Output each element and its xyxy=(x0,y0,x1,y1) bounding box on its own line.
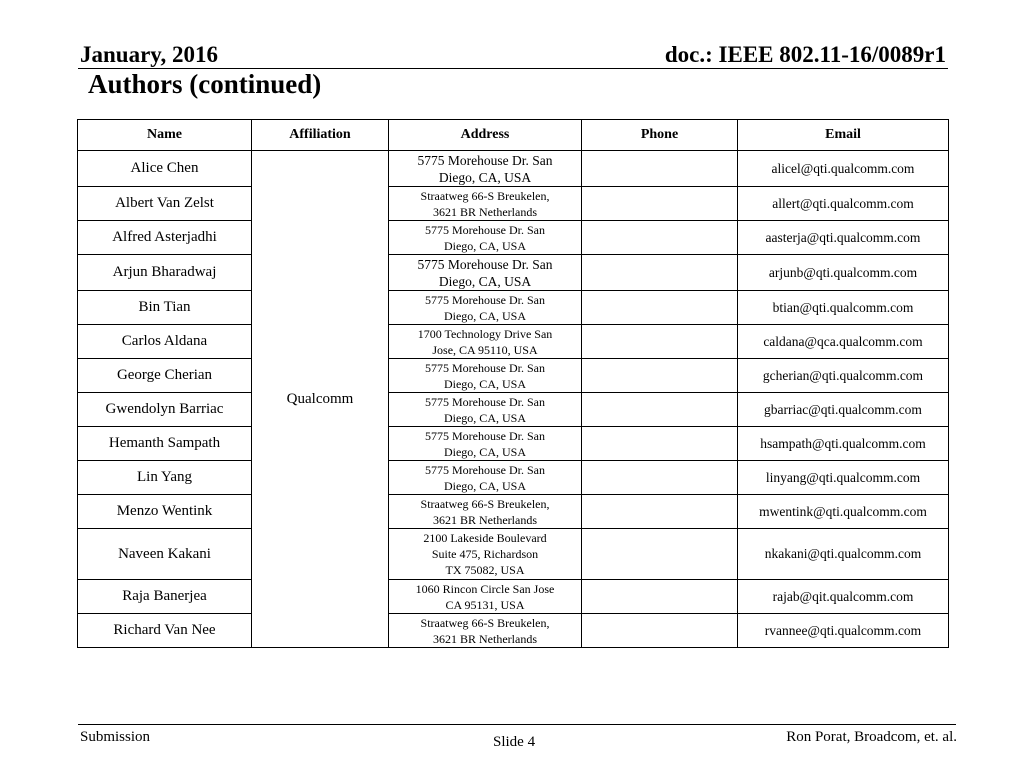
email-cell: gcherian@qti.qualcomm.com xyxy=(738,359,949,393)
table-row xyxy=(78,291,949,325)
phone-cell xyxy=(582,580,738,614)
email-cell: btian@qti.qualcomm.com xyxy=(738,291,949,325)
address-line: 5775 Morehouse Dr. San xyxy=(425,222,545,237)
address-line: 5775 Morehouse Dr. San xyxy=(425,462,545,477)
address-line: Diego, CA, USA xyxy=(443,478,526,493)
author-name-cell: Bin Tian xyxy=(78,291,252,325)
address-cell xyxy=(389,221,582,255)
phone-cell xyxy=(582,495,738,529)
footer-submission: Submission xyxy=(80,729,151,745)
email-cell: gbarriac@qti.qualcomm.com xyxy=(738,393,949,427)
address-line: 3621 BR Netherlands xyxy=(433,204,537,219)
address-cell xyxy=(389,255,582,291)
table-row xyxy=(78,359,949,393)
author-name-cell: Richard Van Nee xyxy=(78,614,252,648)
email-cell: linyang@qti.qualcomm.com xyxy=(738,461,949,495)
table-row xyxy=(78,325,949,359)
address-cell xyxy=(389,151,582,187)
address-cell xyxy=(389,291,582,325)
table-row xyxy=(78,221,949,255)
header-doc-id: doc.: IEEE 802.11-16/0089r1 xyxy=(664,42,946,67)
author-name-cell: Gwendolyn Barriac xyxy=(78,393,252,427)
table-row xyxy=(78,495,949,529)
table-row xyxy=(78,255,949,291)
author-name-cell: Menzo Wentink xyxy=(78,495,252,529)
address-cell xyxy=(389,580,582,614)
header-date: January, 2016 xyxy=(80,42,219,67)
address-line: TX 75082, USA xyxy=(445,563,525,577)
author-name-cell: Alice Chen xyxy=(78,151,252,187)
email-cell: rvannee@qti.qualcomm.com xyxy=(738,614,949,648)
address-cell xyxy=(389,461,582,495)
email-cell: arjunb@qti.qualcomm.com xyxy=(738,255,949,291)
phone-cell xyxy=(582,221,738,255)
address-line: 3621 BR Netherlands xyxy=(433,631,537,646)
address-line: 5775 Morehouse Dr. San xyxy=(417,152,553,168)
phone-cell xyxy=(582,255,738,291)
address-line: Suite 475, Richardson xyxy=(431,547,539,561)
table-row xyxy=(78,529,949,580)
address-line: Straatweg 66-S Breukelen, xyxy=(420,496,550,511)
address-cell xyxy=(389,393,582,427)
column-header-phone: Phone xyxy=(582,120,738,151)
table-row xyxy=(78,151,949,187)
address-cell xyxy=(389,614,582,648)
email-cell: rajab@qit.qualcomm.com xyxy=(738,580,949,614)
address-line: 3621 BR Netherlands xyxy=(433,512,537,527)
author-name-cell: Naveen Kakani xyxy=(78,529,252,580)
table-row xyxy=(78,393,949,427)
address-line: Diego, CA, USA xyxy=(443,238,526,253)
address-cell xyxy=(389,495,582,529)
address-cell xyxy=(389,359,582,393)
phone-cell xyxy=(582,393,738,427)
author-name-cell: Albert Van Zelst xyxy=(78,187,252,221)
address-cell xyxy=(389,427,582,461)
address-cell xyxy=(389,529,582,580)
address-line: Straatweg 66-S Breukelen, xyxy=(420,615,550,630)
address-line: 2100 Lakeside Boulevard xyxy=(423,531,547,545)
author-name-cell: Alfred Asterjadhi xyxy=(78,221,252,255)
address-line: Jose, CA 95110, USA xyxy=(432,342,538,357)
footer-divider xyxy=(78,724,956,725)
address-line: Diego, CA, USA xyxy=(438,169,532,185)
footer-slide-number: Slide 4 xyxy=(493,734,536,750)
phone-cell xyxy=(582,461,738,495)
email-cell: hsampath@qti.qualcomm.com xyxy=(738,427,949,461)
table-row xyxy=(78,614,949,648)
address-line: 5775 Morehouse Dr. San xyxy=(425,292,545,307)
address-cell xyxy=(389,325,582,359)
phone-cell xyxy=(582,614,738,648)
author-name-cell: Raja Banerjea xyxy=(78,580,252,614)
email-cell: mwentink@qti.qualcomm.com xyxy=(738,495,949,529)
email-cell: nkakani@qti.qualcomm.com xyxy=(738,529,949,580)
phone-cell xyxy=(582,325,738,359)
phone-cell xyxy=(582,427,738,461)
table-header-row xyxy=(78,120,949,151)
address-line: Diego, CA, USA xyxy=(443,376,526,391)
address-line: 1700 Technology Drive San xyxy=(417,326,553,341)
table-row xyxy=(78,427,949,461)
phone-cell xyxy=(582,359,738,393)
phone-cell xyxy=(582,187,738,221)
address-line: Diego, CA, USA xyxy=(443,308,526,323)
address-line: 1060 Rincon Circle San Jose xyxy=(415,581,555,596)
affiliation-cell: Qualcomm xyxy=(252,151,389,648)
email-cell: caldana@qca.qualcomm.com xyxy=(738,325,949,359)
address-cell xyxy=(389,187,582,221)
address-line: CA 95131, USA xyxy=(445,597,525,612)
author-name-cell: Hemanth Sampath xyxy=(78,427,252,461)
address-line: Diego, CA, USA xyxy=(443,410,526,425)
phone-cell xyxy=(582,291,738,325)
address-line: 5775 Morehouse Dr. San xyxy=(425,360,545,375)
author-name-cell: Lin Yang xyxy=(78,461,252,495)
email-cell: alicel@qti.qualcomm.com xyxy=(738,151,949,187)
address-line: Diego, CA, USA xyxy=(443,444,526,459)
address-line: 5775 Morehouse Dr. San xyxy=(425,428,545,443)
table-row xyxy=(78,187,949,221)
footer-authors: Ron Porat, Broadcom, et. al. xyxy=(786,729,957,745)
phone-cell xyxy=(582,529,738,580)
author-name-cell: Carlos Aldana xyxy=(78,325,252,359)
address-line: Straatweg 66-S Breukelen, xyxy=(420,188,550,203)
address-line: 5775 Morehouse Dr. San xyxy=(417,256,553,272)
column-header-email: Email xyxy=(738,120,949,151)
author-name-cell: Arjun Bharadwaj xyxy=(78,255,252,291)
column-header-affiliation: Affiliation xyxy=(252,120,389,151)
table-row xyxy=(78,461,949,495)
column-header-address: Address xyxy=(389,120,582,151)
address-line: Diego, CA, USA xyxy=(438,273,532,289)
authors-table xyxy=(77,119,949,648)
slide-title: Authors (continued) xyxy=(88,69,322,99)
email-cell: aasterja@qti.qualcomm.com xyxy=(738,221,949,255)
author-name-cell: George Cherian xyxy=(78,359,252,393)
phone-cell xyxy=(582,151,738,187)
address-line: 5775 Morehouse Dr. San xyxy=(425,394,545,409)
column-header-name: Name xyxy=(78,120,252,151)
email-cell: allert@qti.qualcomm.com xyxy=(738,187,949,221)
table-row xyxy=(78,580,949,614)
